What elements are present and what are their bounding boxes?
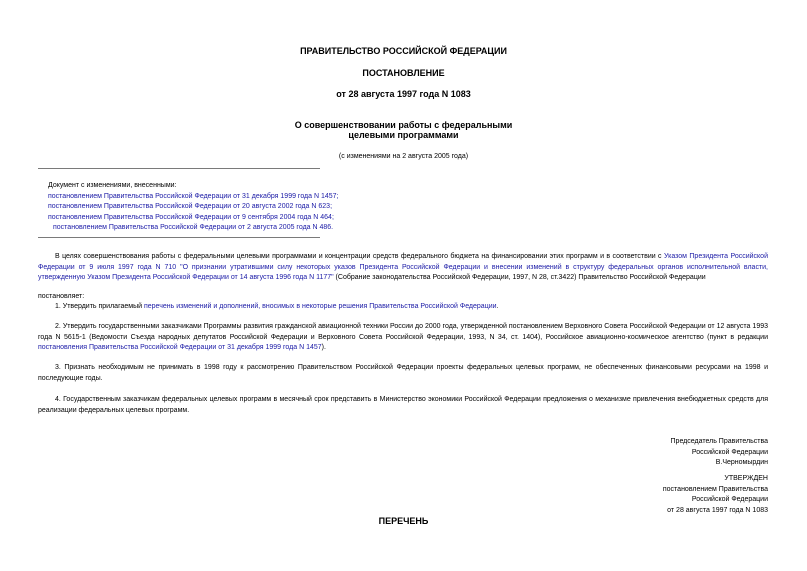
revision-note: (с изменениями на 2 августа 2005 года) <box>338 153 469 160</box>
signature-line-1: Председатель Правительства <box>670 438 768 445</box>
change-link-1999[interactable]: постановлением Правительства Российской Федерации от 31 декабря 1999 года N 1457; <box>48 192 339 200</box>
item-2-text-b: ). <box>321 344 326 351</box>
approved-line-1: УТВЕРЖДЕН <box>724 475 768 482</box>
doc-type-heading: ПОСТАНОВЛЕНИЕ <box>362 68 445 78</box>
item-1-text-a: 1. Утвердить прилагаемый <box>55 303 144 310</box>
change-link-2004[interactable]: постановлением Правительства Российской Федерации от 9 сентября 2004 года N 464; <box>48 213 334 221</box>
approved-block <box>663 474 768 516</box>
item-3-paragraph: 3. Признать необходимым не принимать в 1998 году к рассмотрению Правительством Российской Федерации проекты федеральных целевых программ, не обеспеченных финансовыми ресурсами на 1998 и последующие годы. <box>38 364 768 382</box>
signature-line-3: В.Черномырдин <box>715 459 768 466</box>
approved-line-4: от 28 августа 1997 года N 1083 <box>667 506 768 514</box>
item-4-paragraph: 4. Государственным заказчикам федеральных целевых программ в месячный срок представить в Министерство экономики Российской Федерации предложения о механизме привлечения внебюджетных средств для реализации федеральных целевых программ. <box>38 396 768 414</box>
item-1-text-b: . <box>496 303 499 310</box>
list-title: ПЕРЕЧЕНЬ <box>378 516 429 526</box>
changes-list <box>48 181 339 234</box>
approved-line-2: постановлением Правительства <box>662 485 768 493</box>
government-heading: ПРАВИТЕЛЬСТВО РОССИЙСКОЙ ФЕДЕРАЦИИ <box>300 46 507 56</box>
decrees-label: постановляет: <box>38 293 85 300</box>
doc-title-line-1: О совершенствовании работы с федеральными <box>294 120 513 130</box>
item-2-paragraph <box>38 322 768 354</box>
resolution-1457-link[interactable]: постановления Правительства Российской Федерации от 31 декабря 1999 года N 1457 <box>38 344 322 351</box>
preamble-paragraph <box>38 252 768 284</box>
signature-line-2: Российской Федерации <box>691 448 768 456</box>
doc-title-line-2: целевыми программами <box>348 130 459 140</box>
bottom-divider <box>38 237 320 238</box>
item-2-text-a: 2. Утвердить государственными заказчиками Программы развития гражданской авиационной техники России до 2000 года, утвержденной постановлением Верховного Совета Российской Федерации от 12 августа 1993 года N 5615-1 (Ведомости Съезда народных депутатов Российской Федерации и Верховного Совета Российской Федерации, 1993, N 34, ст. 1404), Российское авиационно-космическое агентство (пункт в редакции <box>38 323 768 341</box>
changes-intro: Документ с изменениями, внесенными: <box>48 182 177 189</box>
doc-date-number: от 28 августа 1997 года N 1083 <box>336 89 471 99</box>
change-link-2002[interactable]: постановлением Правительства Российской Федерации от 20 августа 2002 года N 623; <box>48 203 333 210</box>
top-divider <box>38 168 320 169</box>
item-1-paragraph <box>38 302 768 313</box>
preamble-text-2: (Собрание законодательства Российской Федерации, 1997, N 28, ст.3422) Правительство Российской Федерации <box>333 274 706 281</box>
approved-line-3: Российской Федерации <box>691 496 768 503</box>
signature-block <box>671 437 768 469</box>
doc-title <box>0 120 807 140</box>
changes-list-link[interactable]: перечень изменений и дополнений, вносимых в некоторые решения Правительства Российской Федерации <box>143 303 497 310</box>
preamble-text-1: В целях совершенствования работы с федеральными целевыми программами и концентрации средств федерального бюджета на финансировании этих программ и в соответствии с <box>55 253 664 260</box>
change-link-2005[interactable]: постановлением Правительства Российской Федерации от 2 августа 2005 года N 486. <box>53 224 334 231</box>
presidential-decree-link[interactable]: Указом Президента Российской Федерации от 9 июля 1997 года N 710 "О признании утратившими силу некоторых указов Президента Российской Федерации и внесении изменений в структуру федеральных органов исполнительной власти, утвержденную Указом Президента Российской Федерации от 14 августа 1996 года N 1177" <box>38 253 768 281</box>
